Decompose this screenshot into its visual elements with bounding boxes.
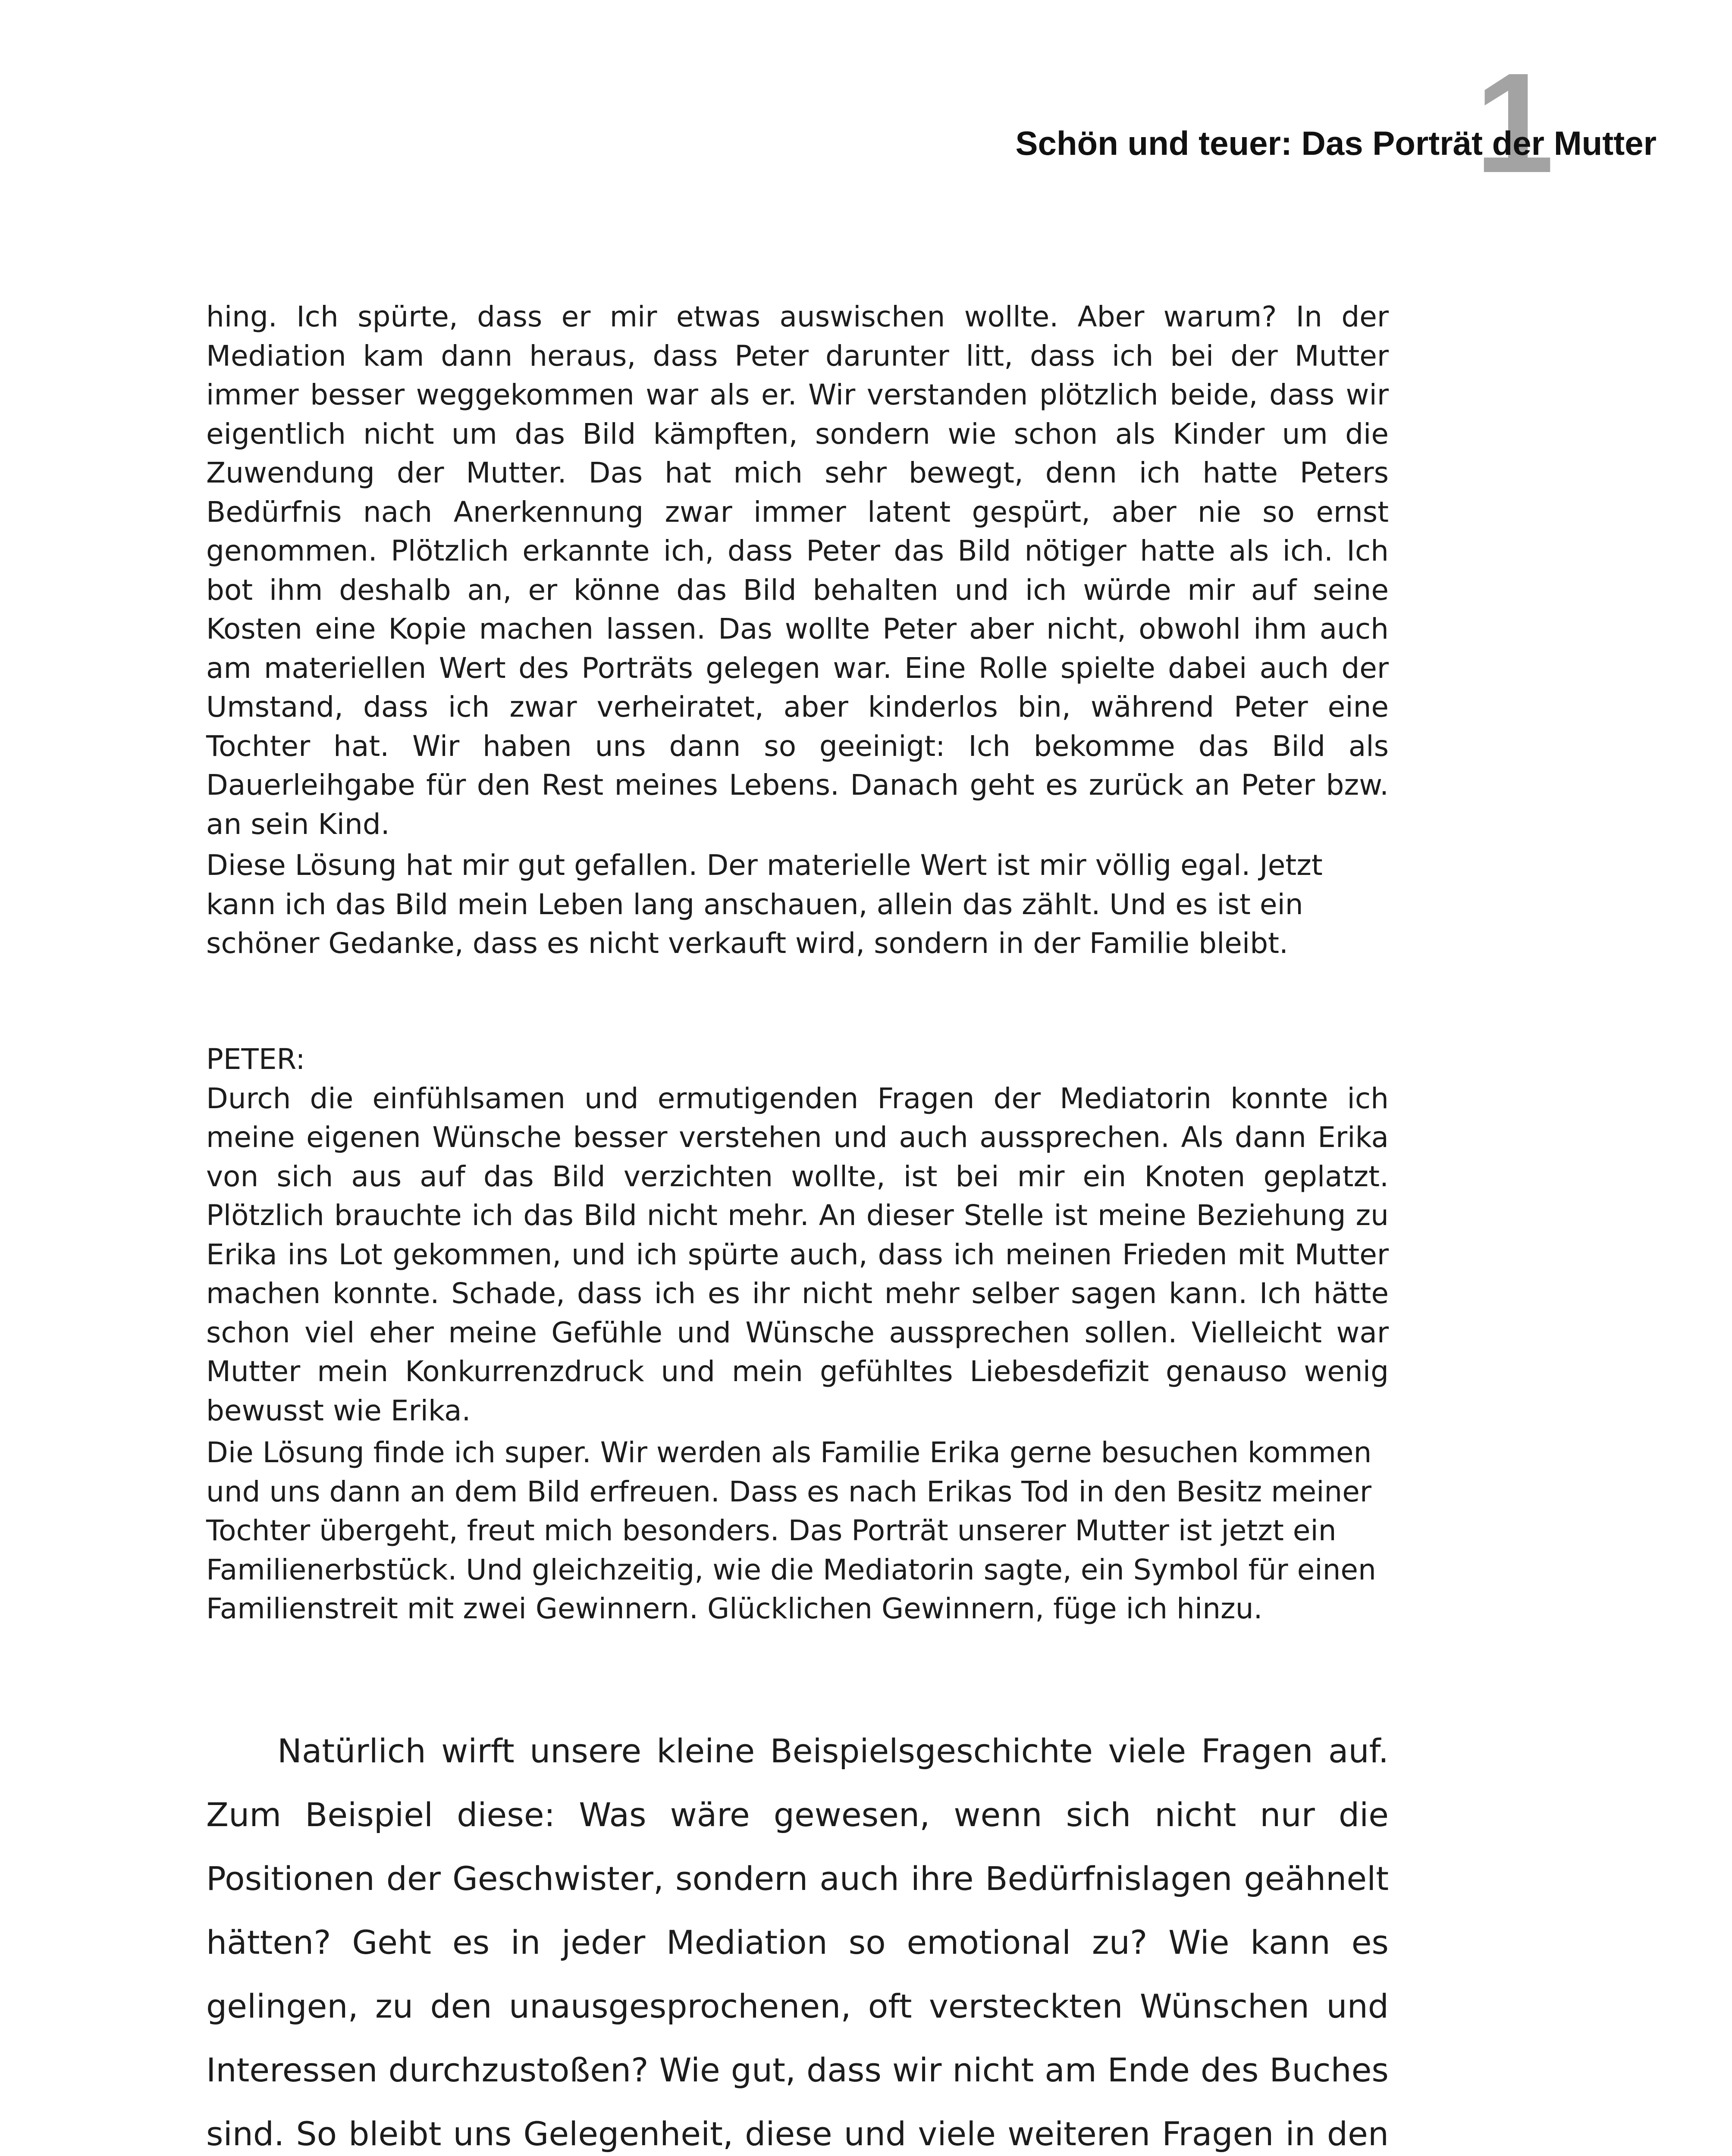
peter-paragraph-2: Die Lösung finde ich super. Wir werden als Familie Erika gerne besuchen kommen und uns dann an dem Bild erfreuen. Dass es nach Erikas Tod in den Besitz meiner Tochter übergeht, freut mich besonders. Das Porträt unserer Mutter ist jetzt ein Familienerbstück. Und gleichzeitig, wie die Mediatorin sagte, ein Symbol für einen Familienstreit mit zwei Gewinnern. Glücklichen Gewinnern, füge ich hinzu. <box>206 1436 1376 1625</box>
erika-paragraph-2: Diese Lösung hat mir gut gefallen. Der materielle Wert ist mir völlig egal. Jetzt kann ich das Bild mein Leben lang anschauen, allein das zählt. Und es ist ein schöner Gedanke, dass es nicht verkauft wird, sondern in der Familie bleibt. <box>206 849 1323 960</box>
erika-paragraph-1: hing. Ich spürte, dass er mir etwas auswischen wollte. Aber warum? In der Mediation kam dann heraus, dass Peter darunter litt, dass ich bei der Mutter immer besser weggekommen war als er. Wir verstanden plötzlich beide, dass wir eigentlich nicht um das Bild kämpften, sondern wie schon als Kinder um die Zuwendung der Mutter. Das hat mich sehr bewegt, denn ich hatte Peters Bedürfnis nach Anerkennung zwar immer latent gespürt, aber nie so ernst genommen. Plötzlich erkannte ich, dass Peter das Bild nötiger hatte als ich. Ich bot ihm deshalb an, er könne das Bild behalten und ich würde mir auf seine Kosten eine Kopie machen lassen. Das wollte Peter aber nicht, obwohl ihm auch am materiellen Wert des Porträts gelegen war. Eine Rolle spielte dabei auch der Umstand, dass ich zwar verheiratet, aber kinderlos bin, während Peter eine Tochter hat. Wir haben uns dann so geeinigt: Ich bekomme das Bild als Dauerleihgabe für den Rest meines Lebens. Danach geht es zurück an Peter bzw. an sein Kind. <box>206 300 1389 841</box>
speaker-label-peter: PETER: <box>206 1043 305 1076</box>
erika-statement-conclusion <box>206 846 1389 963</box>
peter-paragraph-1: Durch die einfühlsamen und ermutigenden Fragen der Mediatorin konnte ich meine eigenen Wünsche besser verstehen und auch aussprechen. Als dann Erika von sich aus auf das Bild verzichten wollte, ist bei mir ein Knoten geplatzt. Plötzlich brauchte ich das Bild nicht mehr. An dieser Stelle ist meine Beziehung zu Erika ins Lot gekommen, und ich spürte auch, dass ich meinen Frieden mit Mutter machen konnte. Schade, dass ich es ihr nicht mehr selber sagen kann. Ich hätte schon viel eher meine Gefühle und Wünsche aussprechen sollen. Vielleicht war Mutter mein Konkurrenzdruck und mein gefühltes Liebesdefizit genauso wenig bewusst wie Erika. <box>206 1081 1389 1427</box>
chapter-number: 1 <box>1475 43 1554 202</box>
narrative-section <box>206 1719 1389 2156</box>
closing-paragraph: Natürlich wirft unsere kleine Beispielsgeschichte viele Fragen auf. Zum Beispiel diese: Was wäre gewesen, wenn sich nicht nur die Positionen der Geschwister, sondern auch ihre Bedürfnislagen geähnelt hätten? Geht es in jeder Mediation so emotional zu? Wie kann es gelingen, zu den unausgesprochenen, oft versteckten Wünschen und Interessen durchzustoßen? Wie gut, dass wir nicht am Ende des Buches sind. So bleibt uns Gelegenheit, diese und viele weiteren Fragen in den <box>206 1732 1389 2153</box>
erika-statement-continued <box>206 298 1389 844</box>
peter-statement-conclusion <box>206 1433 1389 1629</box>
running-title: Schön und teuer: Das Porträt der Mutter <box>1015 124 1657 162</box>
peter-statement <box>206 1040 1389 1430</box>
